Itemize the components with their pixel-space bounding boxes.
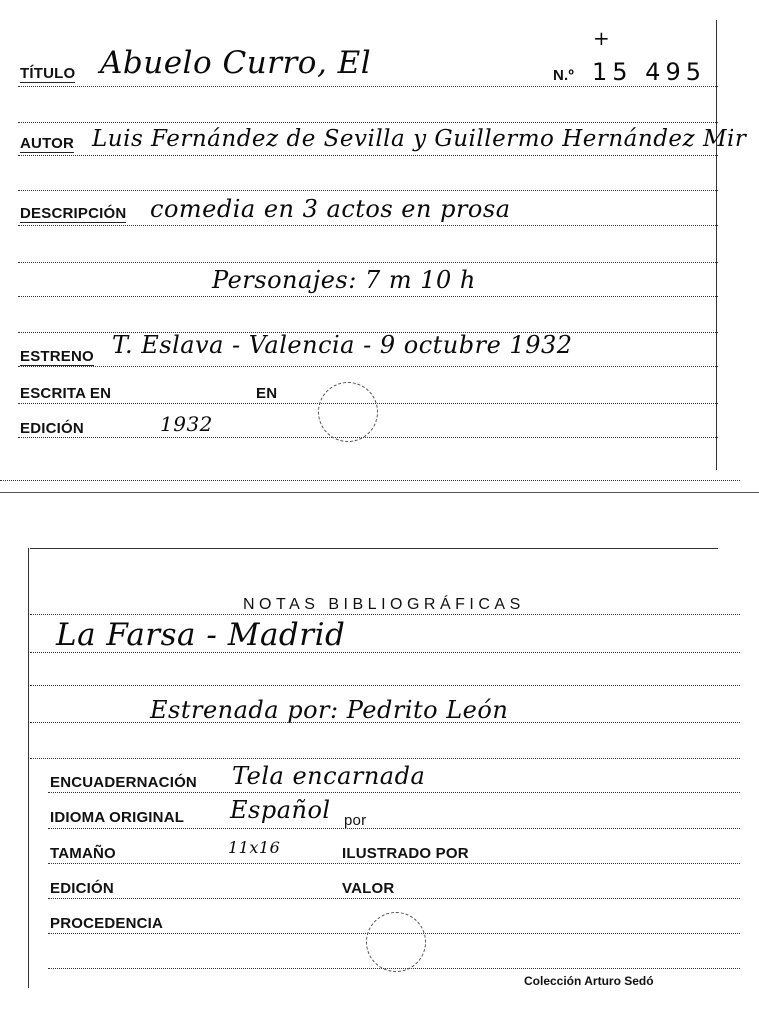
label-ilustrado-por: ILUSTRADO POR [342,845,469,862]
rule [18,190,718,191]
rule [18,225,718,226]
label-descripcion: DESCRIPCIÓN [20,205,127,222]
rule [0,480,740,481]
handwritten-title: Abuelo Curro, El [100,45,372,81]
rule [18,262,718,263]
handwritten-edition: 1932 [160,412,213,436]
rule [18,296,718,297]
rule [48,898,740,899]
label-encuadernacion: ENCUADERNACIÓN [50,774,197,791]
rule [30,685,740,686]
handwritten-language: Español [230,796,331,824]
handwritten-characters: Personajes: 7 m 10 h [212,266,476,294]
label-procedencia: PROCEDENCIA [50,915,164,932]
faint-stamp [366,912,426,972]
rule [30,758,740,759]
card-edge [28,548,29,988]
faint-stamp [318,382,378,442]
rule [18,86,718,87]
label-edicion: EDICIÓN [50,880,114,897]
handwritten-binding: Tela encarnada [232,762,426,790]
label-edicion: EDICIÓN [20,420,84,437]
handwritten-description: comedia en 3 actos en prosa [150,195,511,223]
label-escrita-en: ESCRITA EN [20,385,112,402]
label-estreno: ESTRENO [20,348,94,365]
label-autor: AUTOR [20,135,75,152]
label-valor: VALOR [342,880,395,897]
handwritten-author: Luis Fernández de Sevilla y Guillermo Hernández Mir [92,126,747,152]
handwritten-number: 15 495 [592,58,706,86]
rule [48,863,740,864]
rule [48,792,740,793]
note-line: La Farsa - Madrid [56,617,346,653]
label-numero: N.º [553,67,575,84]
label-en: EN [256,385,278,402]
handwritten-mark: + [593,26,611,50]
card-edge [30,548,718,549]
handwritten-size: 11x16 [228,838,281,857]
label-titulo: TÍTULO [20,65,76,82]
note-line: Estrenada por: Pedrito León [150,696,509,724]
rule [18,437,718,438]
rule [48,828,740,829]
card-separator [0,492,759,493]
label-idioma-original: IDIOMA ORIGINAL [50,809,185,826]
rule [30,614,740,615]
rule [18,155,718,156]
catalog-card-front [0,0,759,500]
handwritten-premiere: T. Eslava - Valencia - 9 octubre 1932 [112,331,573,359]
rule [18,122,718,123]
collection-name: Colección Arturo Sedó [524,974,654,988]
catalog-card-back [0,540,759,1028]
section-heading: NOTAS BIBLIOGRÁFICAS [243,596,525,613]
label-tamano: TAMAÑO [50,845,116,862]
label-por: por [344,812,367,829]
rule [18,366,718,367]
